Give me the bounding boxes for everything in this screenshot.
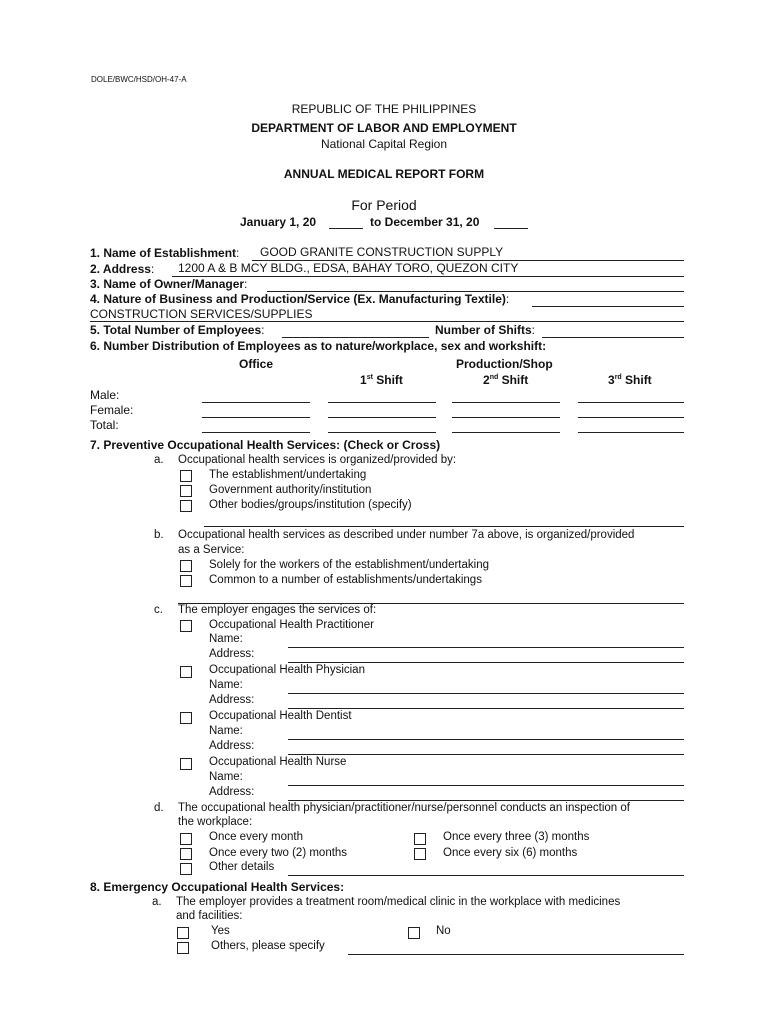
nurse-name-field[interactable] bbox=[288, 785, 684, 786]
practitioner-address-label: Address: bbox=[209, 648, 255, 660]
option-every-six-months: Once every six (6) months bbox=[443, 847, 578, 859]
other-bodies-specify-field[interactable] bbox=[204, 526, 684, 527]
physician-name-label: Name: bbox=[209, 679, 243, 691]
section7c-text: The employer engages the services of: bbox=[178, 604, 377, 616]
section8a-text-1: The employer provides a treatment room/medical clinic in the workplace with medicines bbox=[176, 896, 621, 908]
option-nurse: Occupational Health Nurse bbox=[209, 756, 347, 768]
distribution-label: 6. Number Distribution of Employees as to nature/workplace, sex and workshift: bbox=[90, 339, 547, 353]
checkbox-establishment[interactable] bbox=[180, 470, 192, 482]
office-header: Office bbox=[239, 357, 274, 371]
option-dentist: Occupational Health Dentist bbox=[209, 710, 352, 722]
period-to-label: to December 31, 20 bbox=[370, 215, 480, 229]
nature-value[interactable]: CONSTRUCTION SERVICES/SUPPLIES bbox=[90, 307, 313, 321]
nature-label: 4. Nature of Business and Production/Service (Ex. Manufacturing Textile): bbox=[90, 292, 510, 306]
checkbox-yes[interactable] bbox=[177, 927, 189, 939]
establishment-label: 1. Name of Establishment: bbox=[90, 246, 240, 260]
period-from-label: January 1, 20 bbox=[240, 215, 317, 229]
option-solely: Solely for the workers of the establishment/undertaking bbox=[209, 559, 489, 571]
option-yes: Yes bbox=[211, 925, 230, 937]
section7b-letter: b. bbox=[154, 529, 164, 541]
republic-heading: REPUBLIC OF THE PHILIPPINES bbox=[291, 102, 477, 116]
owner-label: 3. Name of Owner/Manager: bbox=[90, 277, 248, 291]
total-office-field[interactable] bbox=[202, 432, 310, 433]
male-shift2-field[interactable] bbox=[452, 402, 560, 403]
checkbox-government[interactable] bbox=[180, 485, 192, 497]
shift-2-header: 2nd Shift bbox=[483, 373, 529, 387]
checkbox-solely[interactable] bbox=[180, 560, 192, 572]
section8-title: 8. Emergency Occupational Health Services: bbox=[90, 880, 345, 894]
shifts-field[interactable] bbox=[542, 337, 684, 338]
checkbox-no[interactable] bbox=[408, 927, 420, 939]
female-shift1-field[interactable] bbox=[328, 417, 436, 418]
total-shift2-field[interactable] bbox=[452, 432, 560, 433]
male-shift1-field[interactable] bbox=[328, 402, 436, 403]
section7a-letter: a. bbox=[154, 454, 164, 466]
option-other-bodies: Other bodies/groups/institution (specify) bbox=[209, 499, 412, 511]
practitioner-name-label: Name: bbox=[209, 633, 243, 645]
total-shift3-field[interactable] bbox=[578, 432, 684, 433]
female-shift3-field[interactable] bbox=[578, 417, 684, 418]
option-no: No bbox=[436, 925, 451, 937]
checkbox-every-three-months[interactable] bbox=[414, 833, 426, 845]
option-every-three-months: Once every three (3) months bbox=[443, 831, 590, 843]
address-field-line bbox=[172, 276, 684, 277]
row-male-label: Male: bbox=[90, 388, 120, 402]
female-office-field[interactable] bbox=[202, 417, 310, 418]
section8a-letter: a. bbox=[152, 896, 162, 908]
dentist-address-field[interactable] bbox=[288, 754, 684, 755]
nurse-address-label: Address: bbox=[209, 786, 255, 798]
address-value[interactable]: 1200 A & B MCY BLDG., EDSA, BAHAY TORO, QUEZON CITY bbox=[178, 261, 519, 275]
section7-title: 7. Preventive Occupational Health Services: (Check or Cross) bbox=[90, 438, 441, 452]
nurse-address-field[interactable] bbox=[288, 800, 684, 801]
row-total-label: Total: bbox=[90, 418, 119, 432]
section7a-text: Occupational health services is organized/provided by: bbox=[178, 454, 457, 466]
physician-name-field[interactable] bbox=[288, 693, 684, 694]
practitioner-name-field[interactable] bbox=[288, 647, 684, 648]
form-title: ANNUAL MEDICAL REPORT FORM bbox=[283, 167, 485, 181]
female-shift2-field[interactable] bbox=[452, 417, 560, 418]
shift-1-header: 1st Shift bbox=[360, 373, 403, 387]
option-others: Others, please specify bbox=[211, 940, 325, 952]
checkbox-every-two-months[interactable] bbox=[180, 848, 192, 860]
row-female-label: Female: bbox=[90, 403, 134, 417]
nature-field-line-1[interactable] bbox=[532, 306, 684, 307]
section7c-letter: c. bbox=[154, 604, 163, 616]
male-office-field[interactable] bbox=[202, 402, 310, 403]
employees-field[interactable] bbox=[282, 337, 429, 338]
dentist-address-label: Address: bbox=[209, 740, 255, 752]
option-every-month: Once every month bbox=[209, 831, 303, 843]
section7d-text-1: The occupational health physician/practitioner/nurse/personnel conducts an inspection of bbox=[178, 802, 630, 814]
checkbox-common[interactable] bbox=[180, 575, 192, 587]
establishment-value[interactable]: GOOD GRANITE CONSTRUCTION SUPPLY bbox=[260, 245, 504, 259]
checkbox-dentist[interactable] bbox=[180, 712, 192, 724]
form-code: DOLE/BWC/HSD/OH-47-A bbox=[91, 75, 187, 84]
department-heading: DEPARTMENT OF LABOR AND EMPLOYMENT bbox=[251, 121, 517, 135]
checkbox-practitioner[interactable] bbox=[180, 620, 192, 632]
option-government: Government authority/institution bbox=[209, 484, 372, 496]
section7d-text-2: the workplace: bbox=[178, 816, 253, 828]
option-other-details: Other details bbox=[209, 861, 275, 873]
dentist-name-field[interactable] bbox=[288, 739, 684, 740]
checkbox-nurse[interactable] bbox=[180, 758, 192, 770]
physician-address-field[interactable] bbox=[288, 708, 684, 709]
nurse-name-label: Name: bbox=[209, 771, 243, 783]
section7b-text-1: Occupational health services as described under number 7a above, is organized/provided bbox=[178, 529, 635, 541]
checkbox-others[interactable] bbox=[177, 942, 189, 954]
other-details-field[interactable] bbox=[288, 875, 684, 876]
nature-field-line-2 bbox=[90, 321, 684, 322]
checkbox-every-month[interactable] bbox=[180, 833, 192, 845]
option-every-two-months: Once every two (2) months bbox=[209, 847, 348, 859]
shift-3-header: 3rd Shift bbox=[608, 373, 652, 387]
option-establishment: The establishment/undertaking bbox=[209, 469, 367, 481]
option-common: Common to a number of establishments/undertakings bbox=[209, 574, 482, 586]
checkbox-every-six-months[interactable] bbox=[414, 848, 426, 860]
section7b-text-2: as a Service: bbox=[178, 544, 245, 556]
section7d-letter: d. bbox=[154, 802, 164, 814]
physician-address-label: Address: bbox=[209, 694, 255, 706]
others-specify-field[interactable] bbox=[348, 954, 684, 955]
employees-label: 5. Total Number of Employees: bbox=[90, 323, 265, 337]
checkbox-other-bodies[interactable] bbox=[180, 500, 192, 512]
period-to-year-field[interactable] bbox=[494, 228, 528, 229]
practitioner-address-field[interactable] bbox=[288, 662, 684, 663]
checkbox-physician[interactable] bbox=[180, 666, 192, 678]
region-heading: National Capital Region bbox=[320, 137, 448, 151]
period-label: For Period bbox=[351, 197, 417, 213]
section8a-text-2: and facilities: bbox=[176, 910, 243, 922]
checkbox-other-details[interactable] bbox=[180, 863, 192, 875]
shifts-label: Number of Shifts: bbox=[435, 323, 536, 337]
option-practitioner: Occupational Health Practitioner bbox=[209, 619, 374, 631]
option-physician: Occupational Health Physician bbox=[209, 664, 365, 676]
male-shift3-field[interactable] bbox=[578, 402, 684, 403]
dentist-name-label: Name: bbox=[209, 725, 243, 737]
period-from-year-field[interactable] bbox=[329, 228, 363, 229]
address-label: 2. Address: bbox=[90, 262, 155, 276]
production-header: Production/Shop bbox=[456, 357, 553, 371]
total-shift1-field[interactable] bbox=[328, 432, 436, 433]
